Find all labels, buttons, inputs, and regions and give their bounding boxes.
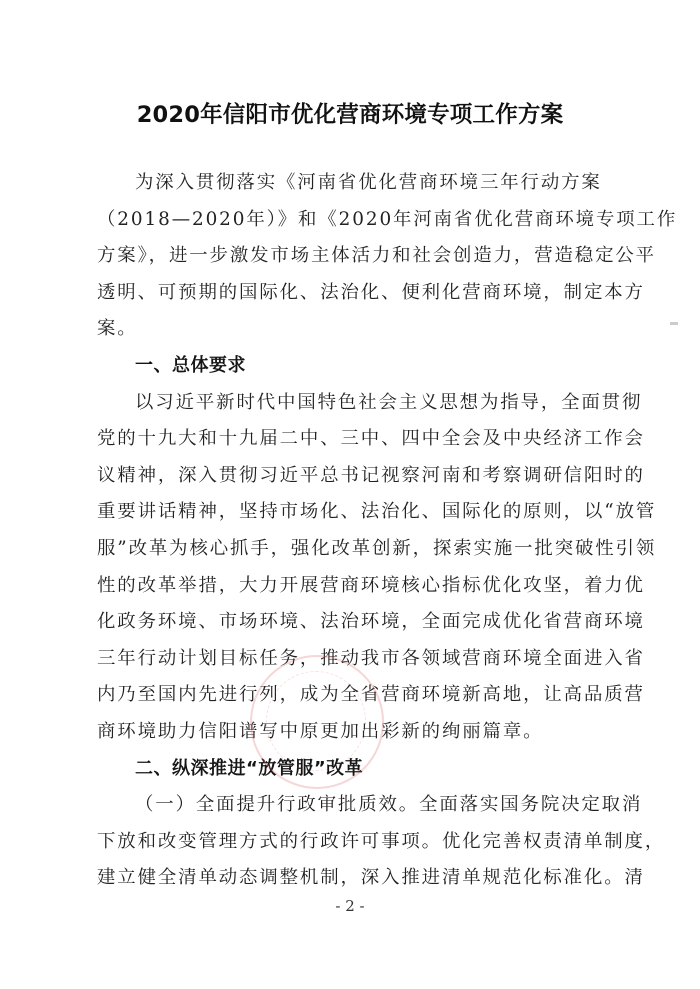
paragraph-line: 案。	[97, 318, 138, 340]
paragraph-line: 化政务环境、市场环境、法治环境，全面完成优化省营商环境	[97, 611, 645, 633]
section-heading: 一、总体要求	[135, 354, 246, 376]
paragraph-line: 下放和改变管理方式的行政许可事项。优化完善权责清单制度，	[97, 830, 666, 852]
paragraph-line: 以习近平新时代中国特色社会主义思想为指导，全面贯彻	[135, 391, 643, 413]
paragraph-line: 党的十九大和十九届二中、三中、四中全会及中央经济工作会	[97, 428, 645, 450]
paragraph-line: 方案》，进一步激发市场主体活力和社会创造力，营造稳定公平	[97, 245, 656, 267]
paragraph-line: 透明、可预期的国际化、法治化、便利化营商环境，制定本方	[97, 281, 645, 303]
paragraph-line: （2018—2020年）》和《2020年河南省优化营商环境专项工作	[97, 208, 678, 230]
paragraph-line: 重要讲话精神，坚持市场化、法治化、国际化的原则，以“放管	[97, 501, 657, 523]
paragraph-line: （一）全面提升行政审批质效。全面落实国务院决定取消	[135, 794, 643, 816]
paragraph-line: 为深入贯彻落实《河南省优化营商环境三年行动方案	[135, 172, 602, 193]
paragraph-line: 内乃至国内先进行列，成为全省营商环境新高地，让高品质营	[97, 684, 645, 706]
section-heading: 二、纵深推进“放管服”改革	[135, 757, 364, 779]
paragraph-line: 议精神，深入贯彻习近平总书记视察河南和考察调研信阳时的	[97, 464, 645, 486]
paragraph-line: 商环境助力信阳谱写中原更加出彩新的绚丽篇章。	[97, 720, 544, 742]
paragraph-line: 三年行动计划目标任务，推动我市各领域营商环境全面进入省	[97, 647, 645, 669]
document-body	[97, 165, 678, 897]
paragraph-line: 服”改革为核心抓手，强化改革创新，探索实施一批突破性引领	[97, 537, 657, 559]
document-title: 2020年信阳市优化营商环境专项工作方案	[136, 102, 564, 128]
paragraph-line: 性的改革举措，大力开展营商环境核心指标优化攻坚，着力优	[97, 574, 645, 596]
scan-mark	[670, 322, 678, 325]
paragraph-line: 建立健全清单动态调整机制，深入推进清单规范化标准化。清	[97, 867, 645, 889]
page-number: - 2 -	[335, 897, 365, 915]
